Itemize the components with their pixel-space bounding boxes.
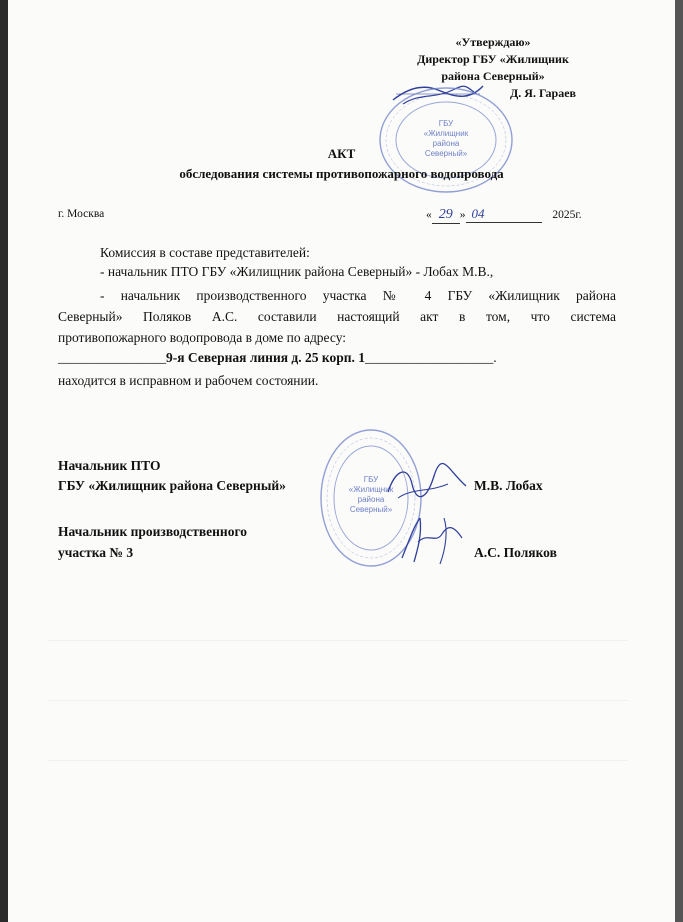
scan-left-edge (0, 0, 8, 922)
stamp-center-line2: «Жилищник (423, 129, 469, 138)
stamp-center-line4: Северный» (424, 149, 468, 158)
stamp2-center-line2: «Жилищник (348, 485, 394, 494)
commission-member-1: - начальник ПТО ГБУ «Жилищник района Северный» - Лобах М.В., (100, 264, 494, 279)
scan-artifact (48, 760, 628, 761)
approval-name: Д. Я. Гараев (510, 86, 576, 100)
signer2-name: А.С. Поляков (474, 545, 557, 560)
date-month: 04 (466, 206, 542, 223)
document-page (8, 0, 675, 922)
date-close-quote: » (459, 209, 466, 221)
signer1-title-line1: Начальник ПТО (58, 458, 161, 473)
address: 9-я Северная линия д. 25 корп. 1 (166, 350, 366, 365)
scan-artifact (48, 640, 628, 641)
stamp2-center-line3: района (357, 495, 385, 504)
signer2-title-line2: участка № 3 (58, 545, 134, 560)
commission-member-2-line2: Северный» Поляков А.С. составили настоящий акт в том, что система (58, 309, 616, 324)
date-year: 2025г. (552, 209, 582, 221)
signer1-signature (378, 462, 470, 506)
stamp-center-line3: района (432, 139, 460, 148)
signer1-title-line2: ГБУ «Жилищник района Северный» (58, 478, 286, 493)
date-field (426, 206, 606, 224)
signer2-title-line1: Начальник производственного (58, 524, 247, 539)
approval-line3: района Северный» (441, 69, 545, 83)
scan-artifact (48, 700, 628, 701)
stamp-center-line1: ГБУ (438, 119, 454, 128)
scan-right-edge (675, 0, 683, 922)
document-subtitle: обследования системы противопожарного водопровода (179, 166, 504, 181)
address-underline-post: ___________________. (365, 350, 497, 365)
address-line (58, 349, 497, 367)
address-underline-pre: ________________ (58, 350, 166, 365)
status-text: находится в исправном и рабочем состоянии. (58, 373, 319, 388)
document-title: АКТ (327, 146, 356, 161)
signer1-name: М.В. Лобах (474, 478, 543, 493)
date-open-quote: « (426, 209, 432, 221)
commission-intro: Комиссия в составе представителей: (100, 245, 310, 260)
approval-line2: Директор ГБУ «Жилищник (417, 52, 569, 66)
commission-member-2-line1: - начальник производственного участка № 4 ГБУ «Жилищник района (100, 288, 616, 303)
signer2-signature (396, 508, 468, 568)
city: г. Москва (58, 208, 105, 220)
stamp2-center-line4: Северный» (349, 505, 393, 514)
body-line3: противопожарного водопровода в доме по адресу: (58, 330, 347, 345)
approval-line1: «Утверждаю» (455, 35, 531, 49)
stamp2-center-line1: ГБУ (363, 475, 379, 484)
date-day: 29 (432, 207, 460, 224)
